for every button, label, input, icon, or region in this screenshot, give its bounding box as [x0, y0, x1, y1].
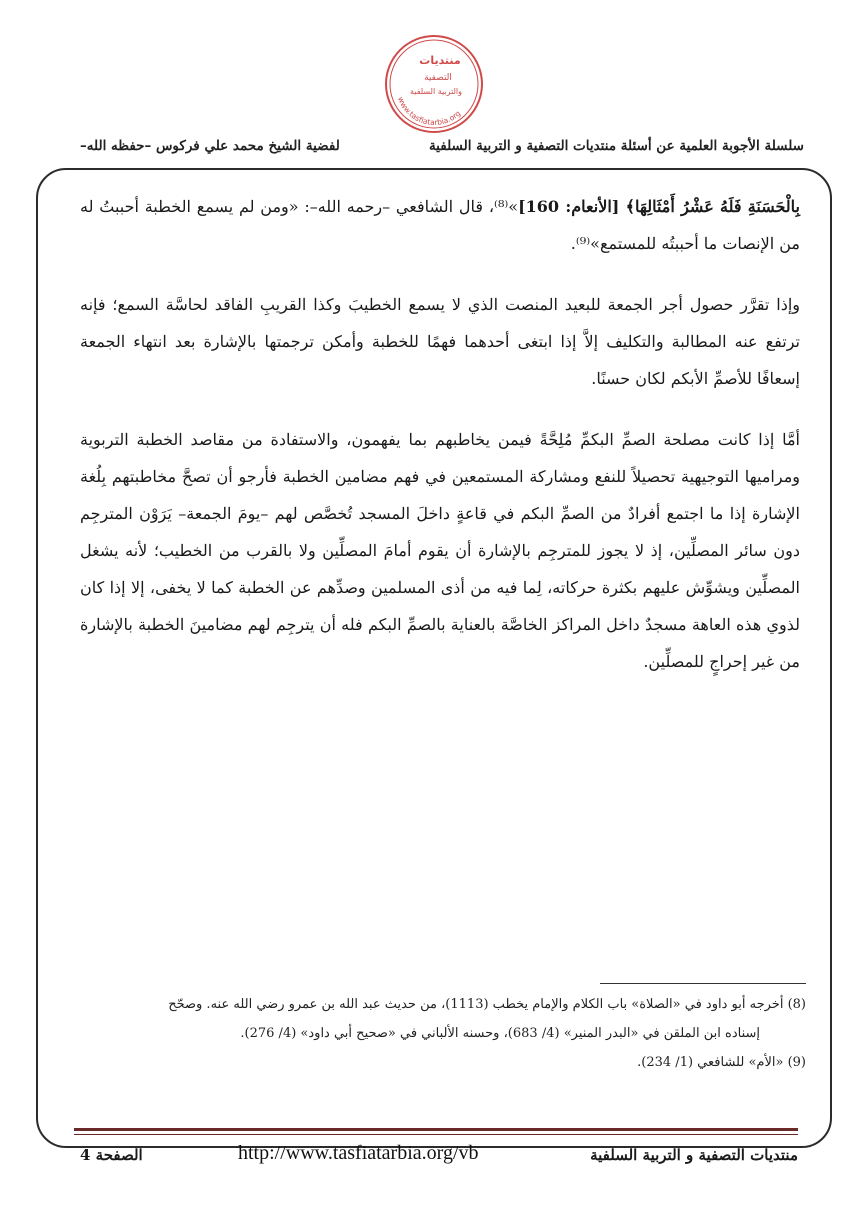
paragraph-2: وإذا تقرَّر حصول أجر الجمعة للبعيد المنصت الذي لا يسمع الخطيبَ وكذا القريبِ الفاقد لحاسَّة السمع؛ فإنه ترتفع عنه المطالبة والتكليف إلاَّ إذا ابتغى أحدهما فهمًا للخطبة وأمكن ترجمتها بالإشارة بعد انتهاء الجمعة إسعافًا للأصمِّ الأبكم لكان حسنًا. — [80, 295, 801, 388]
footer-divider — [74, 1128, 798, 1131]
forum-stamp-logo — [380, 30, 488, 138]
footnote-9: (9) «الأم» للشافعي (1/ 234). — [637, 1055, 806, 1070]
main-text — [80, 188, 800, 680]
paragraph-1-rest: »⁽⁸⁾، قال الشافعي –رحمه الله–: «ومن لم يسمع الخطبة أحببتُ له من الإنصات ما أحببتُه للمستمع»⁽⁹⁾. — [80, 197, 800, 253]
footnotes — [80, 990, 806, 1077]
series-title: سلسلة الأجوبة العلمية عن أسئلة منتديات التصفية و التربية السلفية — [428, 138, 804, 154]
quran-verse: بِالْحَسَنَةِ فَلَهُ عَشْرُ أَمْثَالِهَا﴾ [الأنعام: 160] — [518, 197, 801, 216]
footnote-8-continued: إسناده ابن الملقن في «البدر المنير» (4/ 683)، وحسنه الألباني في «صحيح أبي داود» (4/ 276). — [240, 1026, 760, 1041]
forum-url-link[interactable]: http://www.tasfiatarbia.org/vb — [238, 1142, 479, 1164]
paragraph-3: أمَّا إذا كانت مصلحة الصمِّ البكمِّ مُلِحَّةً فيمن يخاطبهم بما يفهمون، والاستفادة من مقاصد الخطبة التربوية ومراميها التوجيهية تحصيلاً للنفع ومشاركة المستمعين في فهم مضامين الخطبة فأرجو أن تصحَّ مخاطبتهم بِلُغة الإشارة إذا ما اجتمع أفرادٌ من الصمِّ البكم في قاعةٍ داخلَ المسجد تُخصَّص لهم –يومَ الجمعة– يَرَوْن المترجِم دون سائر المصلِّين، إذ لا يجوز للمترجِم بالإشارة أن يقوم أمامَ المصلِّين ولا بالقرب من الخطيب؛ لأنه يشغل المصلِّين ويشوِّش عليهم بكثرة حركاته، لِما فيه من أذى المسلمين وصدِّهم عن الخطبة كما لا يخفى، إلا إذا كان لذوي هذه العاهة مسجدٌ داخل المراكز الخاصَّة بالعناية بالصمِّ البكم فله أن يترجِم لهم مضامينَ الخطبة بالإشارة من غير إحراجٍ للمصلِّين. — [80, 430, 801, 671]
footnote-8: (8) أخرجه أبو داود في «الصلاة» باب الكلام والإمام يخطب (1113)، من حديث عبد الله بن عمرو رضي الله عنه. وصحّح — [168, 997, 806, 1012]
forum-name: منتديات التصفية و التربية السلفية — [590, 1146, 798, 1164]
paragraph-1 — [80, 188, 800, 262]
page-footer — [80, 1142, 798, 1172]
stamp-line3: والتربية السلفية — [409, 87, 463, 96]
stamp-url: www.tasfiatarbia.org — [396, 95, 463, 127]
page-number: الصفحة 4 — [80, 1146, 143, 1164]
footer-divider-thin — [74, 1134, 798, 1135]
stamp-line1: منتديات — [419, 54, 461, 67]
footnote-separator — [600, 983, 806, 984]
stamp-line2: التصفية — [424, 73, 452, 83]
page-header — [80, 138, 804, 162]
author-credit: لفضية الشيخ محمد علي فركوس –حفظه الله– — [80, 138, 340, 154]
